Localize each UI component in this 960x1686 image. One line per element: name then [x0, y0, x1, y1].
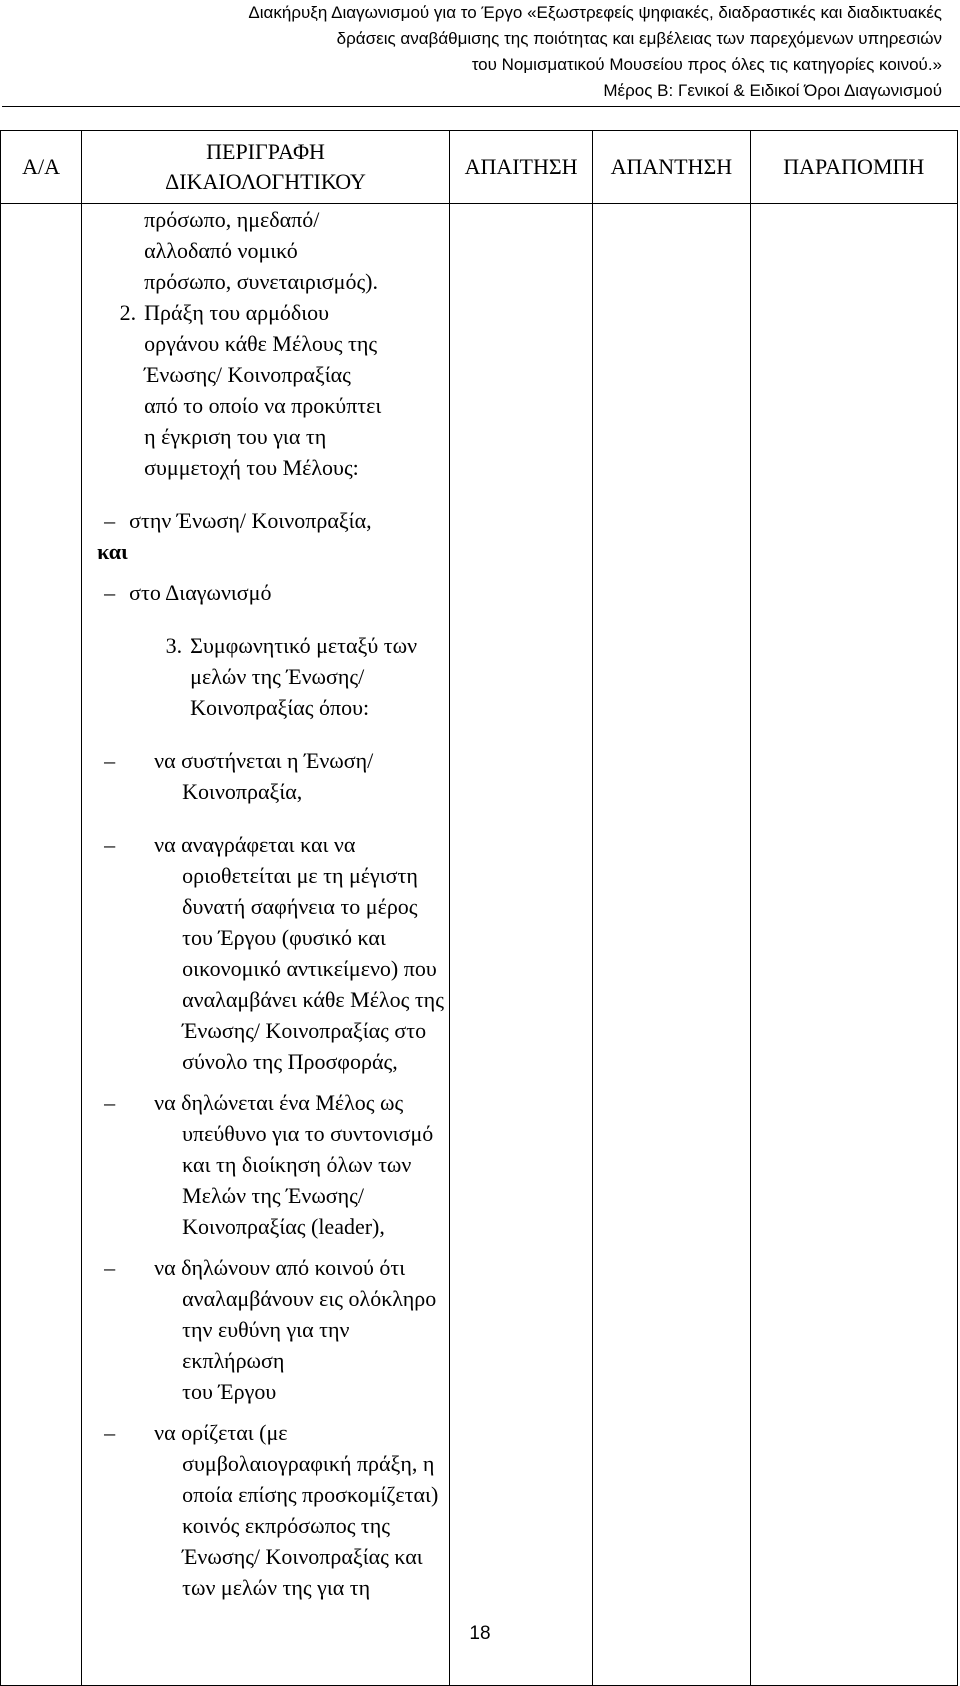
dash-item: [82, 577, 449, 608]
header-line: του Νομισματικού Μουσείου προς όλες τις κατηγορίες κοινού.»: [471, 55, 942, 74]
text-line: Ένωσης/ Κοινοπραξίας και: [182, 1544, 423, 1569]
cell-requirement: [449, 204, 592, 1686]
item-number: 3.: [165, 633, 183, 658]
page-number: 18: [469, 1623, 491, 1644]
dash-bullet: –: [104, 1420, 116, 1445]
col-header-answer: ΑΠΑΝΤΗΣΗ: [593, 131, 750, 204]
dash-item: [82, 1417, 449, 1603]
text-line: οικονομικό αντικείμενο) που: [182, 956, 437, 981]
col-header-description-line: ΠΕΡΙΓΡΑΦΗ: [206, 139, 325, 164]
cell-answer[interactable]: [593, 204, 750, 1686]
text-line: Ένωσης/ Κοινοπραξίας: [144, 362, 351, 387]
dash-list: [82, 745, 449, 1603]
text-line: κοινός εκπρόσωπος της: [182, 1513, 390, 1538]
dash-item: [82, 829, 449, 1077]
text-line: να συστήνεται η Ένωση/: [154, 748, 374, 773]
text-line: αναλαμβάνει κάθε Μέλος της: [182, 987, 444, 1012]
text-line: να αναγράφεται και να: [154, 832, 356, 857]
dash-item: [82, 1252, 449, 1407]
item-number: 2.: [119, 300, 137, 325]
text-line: να δηλώνεται ένα Μέλος ως: [154, 1090, 404, 1115]
text-line: οργάνου κάθε Μέλους της: [144, 331, 378, 356]
dash-bullet: –: [104, 832, 116, 857]
text-line: Κοινοπραξίας όπου:: [190, 695, 370, 720]
cell-description: [82, 204, 450, 1686]
text-line: οριοθετείται με τη μέγιστη: [182, 863, 418, 888]
text-line: πρόσωπο, ημεδαπό/: [144, 207, 320, 232]
table-header-row: [1, 131, 958, 204]
text-line: Κοινοπραξίας (leader),: [182, 1214, 385, 1239]
text-line: η έγκριση του για τη: [144, 424, 327, 449]
text-line: από το οποίο να προκύπτει: [144, 393, 382, 418]
text-line: Συμφωνητικό μεταξύ των: [190, 633, 418, 658]
header-divider: [2, 106, 960, 107]
table-row: [1, 204, 958, 1686]
dash-bullet: –: [104, 508, 116, 533]
header-line: Μέρος Β: Γενικοί & Ειδικοί Όροι Διαγωνισμού: [603, 81, 942, 100]
text-line: να ορίζεται (με: [154, 1420, 288, 1445]
dash-bullet: –: [104, 748, 116, 773]
text-line: την ευθύνη για την εκπλήρωση: [182, 1317, 350, 1373]
text-line: των μελών της για τη: [182, 1575, 371, 1600]
text-line: σύνολο της Προσφοράς,: [182, 1049, 398, 1074]
text-line: να δηλώνουν από κοινού ότι: [154, 1255, 406, 1280]
text-line: οποία επίσης προσκομίζεται): [182, 1482, 439, 1507]
dash-bullet: –: [104, 1255, 116, 1280]
dash-item: [82, 505, 449, 536]
numbered-item-2: [82, 297, 449, 328]
text-line: του Έργου: [182, 1379, 277, 1404]
description-content: [82, 204, 449, 1603]
numbered-item-3: [82, 630, 449, 661]
text-line: συμμετοχή του Μέλους:: [144, 455, 359, 480]
text-line: στην Ένωση/ Κοινοπραξία,: [129, 508, 372, 533]
dash-bullet: –: [104, 1090, 116, 1115]
text-line: αλλοδαπό νομικό: [144, 238, 298, 263]
text-line: υπεύθυνο για το συντονισμό: [182, 1121, 434, 1146]
col-header-requirement: ΑΠΑΙΤΗΣΗ: [449, 131, 592, 204]
cell-reference[interactable]: [750, 204, 957, 1686]
text-line: Μελών της Ένωσης/: [182, 1183, 364, 1208]
text-line: και τη διοίκηση όλων των: [182, 1152, 412, 1177]
and-connector: και: [97, 539, 128, 564]
col-header-reference: ΠΑΡΑΠΟΜΠΗ: [750, 131, 957, 204]
col-header-aa: Α/Α: [1, 131, 82, 204]
text-line: Κοινοπραξία,: [182, 779, 303, 804]
text-line: του Έργου (φυσικό και: [182, 925, 386, 950]
header-line: Διακήρυξη Διαγωνισμού για το Έργο «Εξωστρεφείς ψηφιακές, διαδραστικές και διαδικτυακές: [248, 3, 942, 22]
col-header-description-line: ΔΙΚΑΙΟΛΟΓΗΤΙΚΟΥ: [165, 169, 366, 194]
requirements-table: [0, 130, 958, 1686]
col-header-description: [82, 131, 450, 204]
dash-item: [82, 1087, 449, 1242]
dash-bullet: –: [104, 580, 116, 605]
text-line: συμβολαιογραφική πράξη, η: [182, 1451, 435, 1476]
text-line: Πράξη του αρμόδιου: [144, 300, 330, 325]
dash-item: [82, 745, 449, 807]
cell-aa: [1, 204, 82, 1686]
text-line: αναλαμβάνουν εις ολόκληρο: [182, 1286, 437, 1311]
text-line: μελών της Ένωσης/: [190, 664, 365, 689]
document-header: [12, 0, 942, 104]
text-line: Ένωσης/ Κοινοπραξίας στο: [182, 1018, 427, 1043]
text-line: στο Διαγωνισμό: [129, 580, 272, 605]
text-line: πρόσωπο, συνεταιρισμός).: [144, 269, 379, 294]
header-line: δράσεις αναβάθμισης της ποιότητας και εμβέλειας των παρεχόμενων υπηρεσιών: [336, 29, 942, 48]
text-line: δυνατή σαφήνεια το μέρος: [182, 894, 418, 919]
